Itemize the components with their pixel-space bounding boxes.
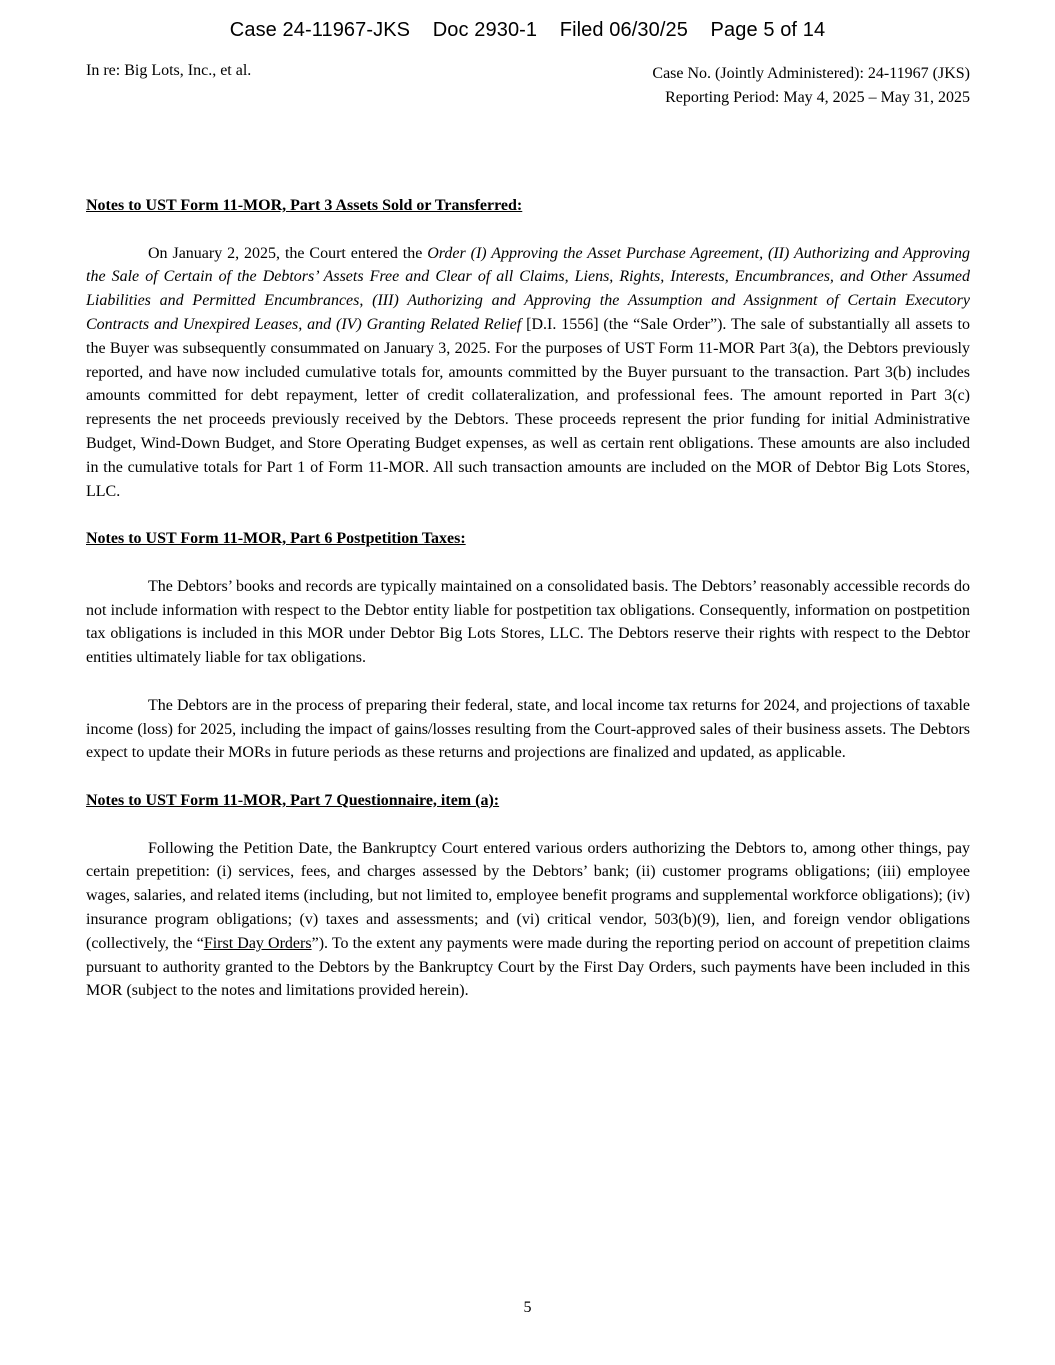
part6-heading: Notes to UST Form 11-MOR, Part 6 Postpetition Taxes: bbox=[86, 530, 466, 548]
sale-order-title: Order (I) Approving the Asset Purchase Agreement, (II) Authorizing and Approving the Sale of Certain of the Debtors’ Assets Free and Clear of all Claims, Liens, Rights, Interests, Encumbrances, and Other Assumed Liabilities and Permitted Encumbrances, (III) Authorizing and Approving the Assumption and Assignment of Certain Executory Contracts and Unexpired Leases, and (IV) Granting Related Relief bbox=[86, 244, 970, 333]
case-number: Case No. (Jointly Administered): 24-11967 (JKS) bbox=[652, 65, 970, 82]
reporting-period: Reporting Period: May 4, 2025 – May 31, 2025 bbox=[665, 89, 970, 106]
first-day-orders-term: First Day Orders bbox=[203, 934, 312, 952]
part3-heading: Notes to UST Form 11-MOR, Part 3 Assets Sold or Transferred: bbox=[86, 197, 523, 214]
part3-lead-text: On January 2, 2025, the Court entered the bbox=[148, 244, 428, 262]
part7-heading: Notes to UST Form 11-MOR, Part 7 Questionnaire, item (a): bbox=[86, 791, 500, 809]
part3-body-text: [D.I. 1556] (the “Sale Order”). The sale of substantially all assets to the Buyer was subsequently consummated on January 3, 2025. For the purposes of UST Form 11-MOR Part 3(a), the Debtors previously reported, and have now included cumulative totals for, amounts committed by the Buyer pursuant to the transaction. Part 3(b) includes amounts committed for debt repayment, letter of credit collateralization, and professional fees. The amount reported in Part 3(c) represents the net proceeds previously received by the Debtors. These proceeds represent the prior funding for initial Administrative Budget, Wind-Down Budget, and Store Operating Budget expenses, as well as certain rent obligations. These amounts are also included in the cumulative totals for Part 1 of Form 11-MOR. All such transaction amounts are included on the MOR of Debtor Big Lots Stores, LLC. bbox=[86, 315, 970, 500]
part7-body-text: ”). To the extent any payments were made during the reporting period on account of prepetition claims pursuant to authority granted to the Debtors by the Bankruptcy Court by the First Day Orders, such payments have been included in this MOR (subject to the notes and limitations provided herein). bbox=[86, 934, 971, 1000]
page-number: 5 bbox=[523, 1299, 532, 1316]
document-body bbox=[86, 194, 970, 1003]
part7-paragraph bbox=[86, 837, 970, 1004]
part6-paragraph-2: The Debtors are in the process of preparing their federal, state, and local income tax returns for 2024, and projections of taxable income (loss) for 2025, including the impact of gains/losses resulting from the Court-approved sales of their business assets. The Debtors expect to update their MORs in future periods as these returns and projections are finalized and updated, as applicable. bbox=[86, 696, 970, 762]
part7-lead-text: Following the Petition Date, the Bankruptcy Court entered various orders authorizing the Debtors to, among other things, pay certain prepetition: (i) services, fees, and charges assessed by the Debtors’ bank; (ii) customer programs obligations; (iii) employee wages, salaries, and related items (including, but not limited to, employee benefit programs and supplemental workforce obligations); (iv) insurance program obligations; (v) taxes and assessments; and (vi) critical vendor, 503(b)(9), lien, and foreign vendor obligations (collectively, the “ bbox=[86, 839, 970, 952]
part6-paragraph-1: The Debtors’ books and records are typically maintained on a consolidated basis. The Debtors’ reasonably accessible records do not include information with respect to the Debtor entity liable for postpetition tax obligations. Consequently, information on postpetition tax obligations is included in this MOR under Debtor Big Lots Stores, LLC. The Debtors reserve their rights with respect to the Debtor entities ultimately liable for tax obligations. bbox=[86, 577, 970, 667]
part3-paragraph bbox=[86, 242, 970, 504]
case-info-block bbox=[652, 62, 970, 110]
court-filing-stamp: Case 24-11967-JKS Doc 2930-1 Filed 06/30/25 Page 5 of 14 bbox=[229, 19, 826, 41]
case-caption: In re: Big Lots, Inc., et al. bbox=[86, 62, 252, 79]
